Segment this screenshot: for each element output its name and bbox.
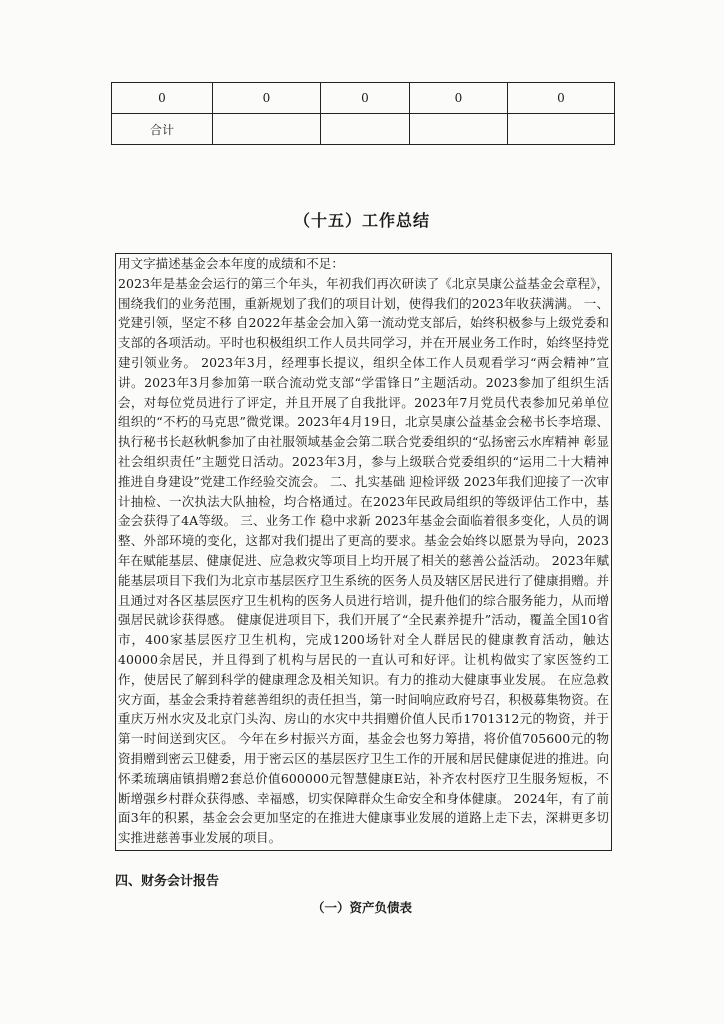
table-row-total: [112, 114, 615, 145]
summary-body: 2023年是基金会运行的第三个年头，年初我们再次研读了《北京昊康公益基金会章程》，围绕我们的业务范围，重新规划了我们的项目计划，使得我们的2023年收获满满。 一、党建引领，坚定不移 自2022年基金会加入第一流动党支部后，始终积极参与上级党委和支部的各项活动。平时也积极组织工作人员共同学习，并在开展业务工作时，始终坚持党建引领业务。 2023年3月，经理事长提议，组织全体工作人员观看学习“两会精神”宣讲。2023年3月参加第一联合流动党支部“学雷锋日”主题活动。2023参加了组织生活会，对每位党员进行了评定，并且开展了自我批评。2023年7月党员代表参加兄弟单位组织的“不朽的马克思”微党课。2023年4月19日，北京昊康公益基金会秘书长李培璟、执行秘书长赵秋帆参加了由社服领域基金会第二联合党委组织的“弘扬密云水库精神 彰显社会组织责任”主题党日活动。2023年3月，参与上级联合党委组织的“运用二十大精神推进自身建设”党建工作经验交流会。 二、扎实基础 迎检评级 2023年我们迎接了一次审计抽检、一次执法大队抽检，均合格通过。在2023年民政局组织的等级评估工作中，基金会获得了4A等级。 三、业务工作 稳中求新 2023年基金会面临着很多变化，人员的调整、外部环境的变化，这都对我们提出了更高的要求。基金会始终以愿景为导向，2023年在赋能基层、健康促进、应急救灾等项目上均开展了相关的慈善公益活动。 2023年赋能基层项目下我们为北京市基层医疗卫生系统的医务人员及辖区居民进行了健康捐赠。并且通过对各区基层医疗卫生机构的医务人员进行培训，提升他们的综合服务能力，从而增强居民就诊获得感。 健康促进项目下，我们开展了“全民素养提升”活动，覆盖全国10省市，400家基层医疗卫生机构，完成1200场针对全人群居民的健康教育活动，触达40000余居民，并且得到了机构与居民的一直认可和好评。让机构做实了家医签约工作，使居民了解到科学的健康理念及相关知识。有力的推动大健康事业发展。 在应急救灾方面，基金会秉持着慈善组织的责任担当，第一时间响应政府号召，积极募集物资。在重庆万州水灾及北京门头沟、房山的水灾中共捐赠价值人民币1701312元的物资，并于第一时间送到灾区。 今年在乡村振兴方面，基金会也努力筹措，将价值705600元的物资捐赠到密云卫健委，用于密云区的基层医疗卫生工作的开展和居民健康促进的推进。向怀柔琉璃庙镇捐赠2套总价值600000元智慧健康E站，补齐农村医疗卫生服务短板，不断增强乡村群众获得感、幸福感，切实保障群众生命安全和身体健康。 2024年，有了前面3年的积累，基金会会更加坚定的在推进大健康事业发展的道路上走下去，深耕更多切实推进慈善事业发展的项目。: [118, 275, 609, 846]
table-cell: [321, 114, 410, 145]
table-cell: [508, 114, 615, 145]
table-cell: 0: [508, 83, 615, 114]
section-title: （十五）工作总结: [293, 211, 430, 230]
table-cell: 0: [213, 83, 321, 114]
report-heading: 四、财务会计报告: [115, 874, 220, 889]
balance-sheet-heading: （一）资产负债表: [311, 900, 412, 915]
table-cell: 0: [321, 83, 410, 114]
total-label: 合计: [112, 114, 213, 145]
table-cell: [213, 114, 321, 145]
work-summary-box: [115, 253, 612, 851]
table-row: [112, 83, 615, 114]
table-cell: 0: [112, 83, 213, 114]
table-cell: 0: [410, 83, 508, 114]
statistics-table: [111, 82, 615, 145]
summary-prompt: 用文字描述基金会本年度的成绩和不足：: [118, 256, 344, 271]
table-cell: [410, 114, 508, 145]
